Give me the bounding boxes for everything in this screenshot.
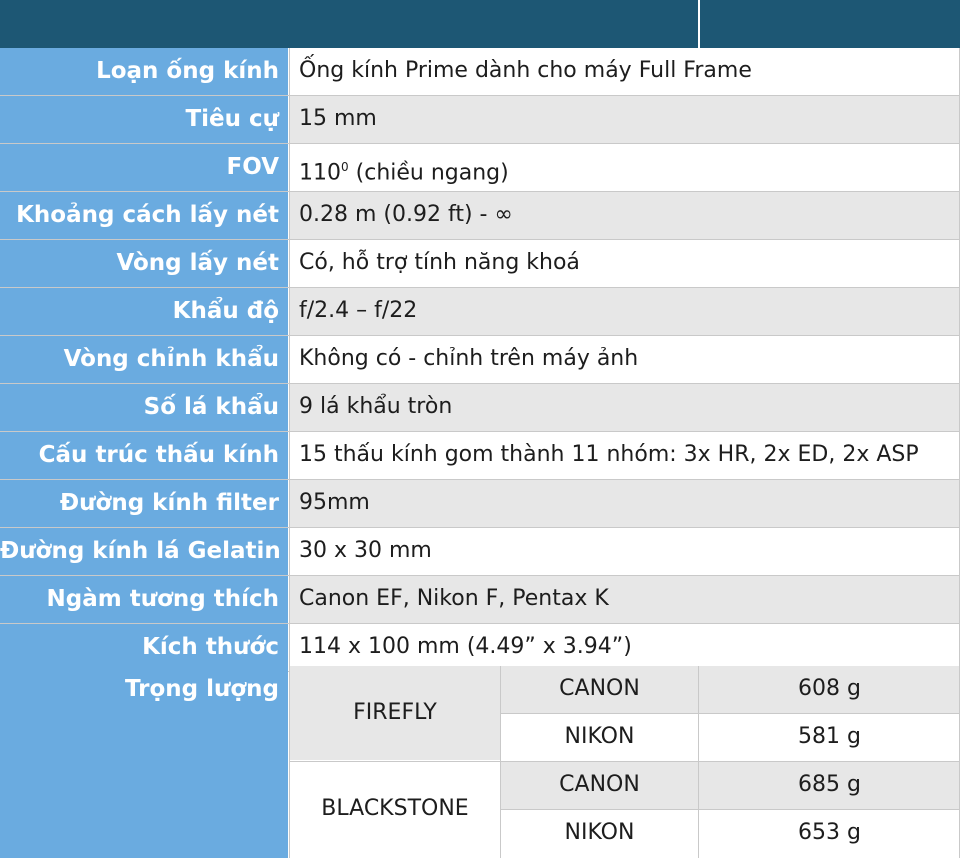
row-value: Không có - chỉnh trên máy ảnh [290,336,960,383]
weight-label: Trọng lượng [0,666,288,858]
row-label: Đường kính lá Gelatin [0,528,288,575]
table-header [0,0,698,48]
row-value: 114 x 100 mm (4.49” x 3.94”) [290,624,960,671]
spec-row-aperture-blades [0,384,960,431]
model-firefly: FIREFLY [290,666,500,760]
mount-canon: CANON [501,762,698,809]
row-label: Kích thước [0,624,288,671]
table-header-right [700,0,960,48]
row-divider [501,809,960,810]
spec-row-lens-type [0,48,960,95]
spec-row-focus-ring [0,240,960,287]
fov-degrees: 110 [299,160,341,186]
mount-nikon: NIKON [501,810,698,857]
column-divider [500,666,501,858]
row-value: Canon EF, Nikon F, Pentax K [290,576,960,623]
row-value: Ống kính Prime dành cho máy Full Frame [290,48,960,95]
weight-value: 608 g [699,666,960,713]
row-label: Cấu trúc thấu kính [0,432,288,479]
row-label: Vòng chỉnh khẩu [0,336,288,383]
mount-canon: CANON [501,666,698,713]
spec-row-filter-diameter [0,480,960,527]
row-value: 9 lá khẩu tròn [290,384,960,431]
weight-value: 581 g [699,714,960,761]
spec-row-fov [0,144,960,191]
row-value: 0.28 m (0.92 ft) - ∞ [290,192,960,239]
row-value [290,144,960,191]
row-label: Đường kính filter [0,480,288,527]
row-label: Vòng lấy nét [0,240,288,287]
row-divider [290,761,960,762]
spec-row-gelatin-size [0,528,960,575]
degree-superscript: 0 [341,160,349,174]
row-label: Số lá khẩu [0,384,288,431]
spec-row-compatible-mounts [0,576,960,623]
spec-row-lens-construction [0,432,960,479]
row-label: Khẩu độ [0,288,288,335]
row-value: f/2.4 – f/22 [290,288,960,335]
spec-row-aperture-ring [0,336,960,383]
row-label: Khoảng cách lấy nét [0,192,288,239]
spec-row-aperture [0,288,960,335]
row-value: 30 x 30 mm [290,528,960,575]
fov-note: (chiều ngang) [348,160,509,186]
row-value: 15 mm [290,96,960,143]
weight-value: 653 g [699,810,960,857]
spec-row-dimensions [0,624,960,671]
weight-value: 685 g [699,762,960,809]
row-value: 15 thấu kính gom thành 11 nhóm: 3x HR, 2x ED, 2x ASP [290,432,960,479]
column-divider [698,666,699,858]
model-blackstone: BLACKSTONE [290,762,500,856]
row-divider [501,713,960,714]
row-label: FOV [0,144,288,191]
spec-row-focal-length [0,96,960,143]
row-label: Ngàm tương thích [0,576,288,623]
spec-row-focus-distance [0,192,960,239]
row-label: Loạn ống kính [0,48,288,95]
row-value: Có, hỗ trợ tính năng khoá [290,240,960,287]
column-divider [289,48,290,858]
mount-nikon: NIKON [501,714,698,761]
row-label: Tiêu cự [0,96,288,143]
row-value: 95mm [290,480,960,527]
